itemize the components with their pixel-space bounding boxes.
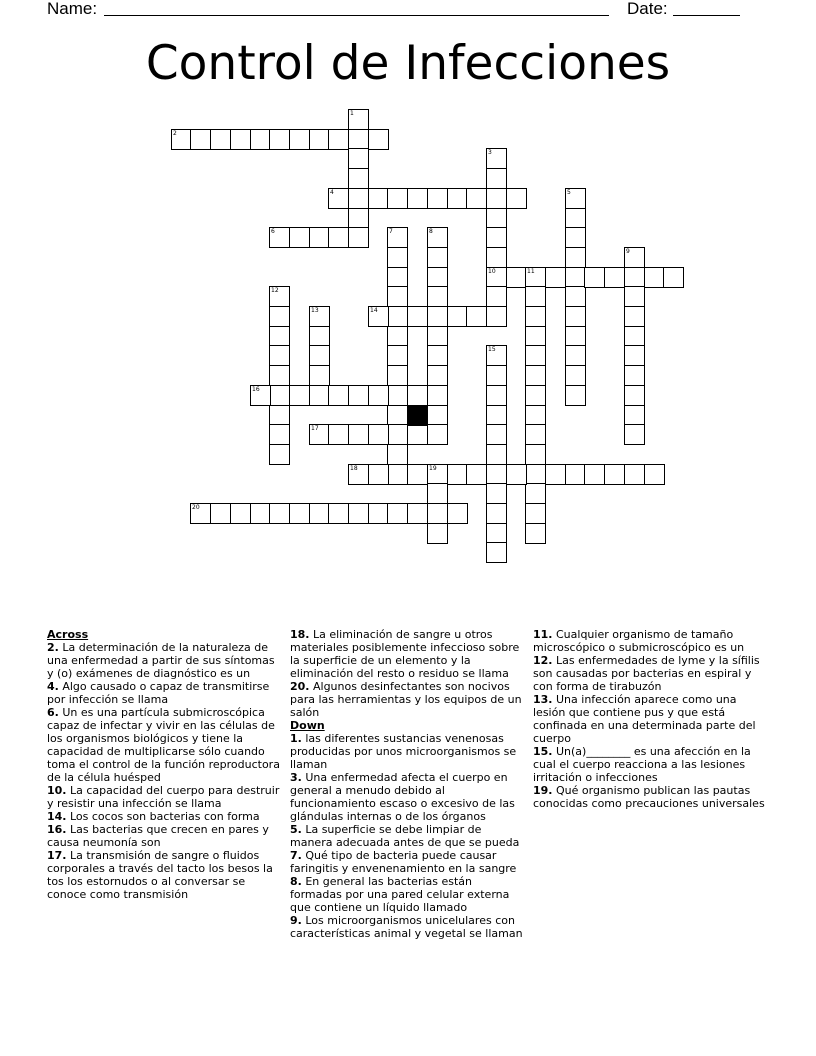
grid-cell[interactable]	[269, 503, 290, 524]
clue-number-label: 1.	[290, 732, 302, 745]
puzzle-title: Control de Infecciones	[145, 36, 671, 91]
across-clue	[47, 784, 283, 810]
clue-text: La superficie se debe limpiar de manera adecuada antes de que se pueda	[290, 823, 520, 849]
clue-number: 12	[271, 287, 279, 294]
grid-cell[interactable]	[506, 464, 527, 485]
grid-cell[interactable]	[525, 523, 546, 544]
grid-cell[interactable]	[486, 424, 507, 445]
grid-cell[interactable]	[624, 326, 645, 347]
grid-cell[interactable]	[387, 385, 408, 406]
grid-cell[interactable]	[427, 188, 448, 209]
grid-cell[interactable]	[328, 129, 349, 150]
grid-cell[interactable]	[230, 503, 251, 524]
grid-cell[interactable]	[348, 208, 369, 229]
grid-cell[interactable]	[486, 208, 507, 229]
clue-text: las diferentes sustancias venenosas producidas por unos microorganismos se llaman	[290, 732, 517, 771]
clue-number: 13	[311, 307, 319, 314]
clue-text: La transmisión de sangre o fluidos corporales a través del tacto los besos la tos los estornudos o al conversar se conoce como transmisión	[47, 849, 273, 901]
clue-number: 18	[350, 465, 358, 472]
grid-cell[interactable]	[644, 267, 665, 288]
grid-cell[interactable]	[604, 464, 625, 485]
grid-cell[interactable]	[309, 326, 330, 347]
grid-cell[interactable]	[269, 129, 290, 150]
grid-cell[interactable]	[447, 503, 468, 524]
grid-cell[interactable]	[545, 267, 566, 288]
grid-cell[interactable]	[407, 464, 428, 485]
across-heading: Across	[47, 628, 89, 641]
grid-cell[interactable]	[387, 188, 408, 209]
grid-cell[interactable]	[525, 483, 546, 504]
grid-cell[interactable]	[328, 188, 349, 209]
grid-cell[interactable]	[584, 464, 605, 485]
down-clue	[290, 732, 523, 771]
grid-cell[interactable]	[624, 267, 645, 288]
clue-text: En general las bacterias están formadas por una pared celular externa que contiene un líquido llamado	[290, 875, 510, 914]
grid-cell[interactable]	[250, 129, 271, 150]
grid-cell[interactable]	[604, 267, 625, 288]
clue-number: 7	[389, 228, 393, 235]
grid-cell[interactable]	[269, 365, 290, 386]
clue-text: Cualquier organismo de tamaño microscópico o submicroscópico es un	[533, 628, 745, 654]
grid-cell[interactable]	[525, 345, 546, 366]
grid-cell[interactable]	[466, 306, 487, 327]
grid-cell[interactable]	[486, 168, 507, 189]
grid-cell[interactable]	[525, 326, 546, 347]
clue-number-label: 12.	[533, 654, 553, 667]
grid-cell[interactable]	[584, 267, 605, 288]
grid-cell[interactable]	[309, 306, 330, 327]
clue-number-label: 9.	[290, 914, 302, 927]
grid-cell[interactable]	[525, 267, 546, 288]
grid-cell[interactable]	[328, 503, 349, 524]
grid-cell[interactable]	[486, 483, 507, 504]
grid-cell[interactable]	[309, 503, 330, 524]
grid-cell[interactable]	[269, 345, 290, 366]
grid-cell[interactable]	[565, 345, 586, 366]
black-square	[407, 405, 428, 426]
grid-cell[interactable]	[348, 168, 369, 189]
grid-cell[interactable]	[447, 188, 468, 209]
across-clue	[290, 628, 523, 680]
grid-cell[interactable]	[368, 503, 389, 524]
grid-cell[interactable]	[230, 129, 251, 150]
grid-cell[interactable]	[565, 267, 586, 288]
clue-number-label: 13.	[533, 693, 553, 706]
grid-cell[interactable]	[387, 365, 408, 386]
grid-cell[interactable]	[407, 385, 428, 406]
clue-number: 14	[370, 307, 378, 314]
grid-cell[interactable]	[328, 227, 349, 248]
across-clue	[47, 849, 283, 901]
grid-cell[interactable]	[486, 267, 507, 288]
grid-cell[interactable]	[309, 424, 330, 445]
grid-cell[interactable]	[447, 306, 468, 327]
clue-text: Los cocos son bacterias con forma	[66, 810, 260, 823]
grid-cell[interactable]	[289, 129, 310, 150]
grid-cell[interactable]	[624, 424, 645, 445]
clue-number-label: 8.	[290, 875, 302, 888]
clue-text: Qué organismo publican las pautas conocidas como precauciones universales	[533, 784, 765, 810]
grid-cell[interactable]	[348, 109, 369, 130]
grid-cell[interactable]	[269, 385, 290, 406]
grid-cell[interactable]	[387, 326, 408, 347]
grid-cell[interactable]	[427, 385, 448, 406]
grid-cell[interactable]	[486, 444, 507, 465]
grid-cell[interactable]	[427, 424, 448, 445]
across-clue	[47, 706, 283, 784]
grid-cell[interactable]	[525, 385, 546, 406]
clue-number-label: 20.	[290, 680, 310, 693]
grid-cell[interactable]	[387, 503, 408, 524]
grid-cell[interactable]	[525, 286, 546, 307]
grid-cell[interactable]	[348, 385, 369, 406]
grid-cell[interactable]	[289, 227, 310, 248]
grid-cell[interactable]	[387, 464, 408, 485]
clue-text: Los microorganismos unicelulares con características animal y vegetal se llaman	[290, 914, 523, 940]
grid-cell[interactable]	[486, 405, 507, 426]
grid-cell[interactable]	[348, 227, 369, 248]
clue-text: Un(a)________ es una afección en la cual el cuerpo reacciona a las lesiones irritación o infecciones	[533, 745, 751, 784]
down-clue	[290, 849, 523, 875]
grid-cell[interactable]	[368, 385, 389, 406]
grid-cell[interactable]	[644, 464, 665, 485]
grid-cell[interactable]	[407, 503, 428, 524]
grid-cell[interactable]	[348, 188, 369, 209]
grid-cell[interactable]	[486, 306, 507, 327]
down-clue	[290, 914, 523, 940]
grid-cell[interactable]	[565, 227, 586, 248]
clues-column-1	[47, 628, 283, 901]
down-clue	[533, 628, 769, 654]
grid-cell[interactable]	[486, 523, 507, 544]
grid-cell[interactable]	[387, 424, 408, 445]
grid-cell[interactable]	[506, 188, 527, 209]
grid-cell[interactable]	[565, 306, 586, 327]
grid-cell[interactable]	[525, 464, 546, 485]
grid-cell[interactable]	[309, 365, 330, 386]
grid-cell[interactable]	[269, 326, 290, 347]
grid-cell[interactable]	[210, 129, 231, 150]
grid-cell[interactable]	[407, 306, 428, 327]
clue-number-label: 15.	[533, 745, 553, 758]
down-clue	[533, 693, 769, 745]
grid-cell[interactable]	[624, 345, 645, 366]
grid-cell[interactable]	[427, 405, 448, 426]
grid-cell[interactable]	[624, 464, 645, 485]
grid-cell[interactable]	[171, 129, 192, 150]
clue-number: 20	[192, 504, 200, 511]
clue-text: Una enfermedad afecta el cuerpo en general a menudo debido al funcionamiento escaso o excesivo de las glándulas internas o de los órganos	[290, 771, 515, 823]
grid-cell[interactable]	[368, 188, 389, 209]
down-heading: Down	[290, 719, 325, 732]
grid-cell[interactable]	[387, 286, 408, 307]
clue-number: 11	[527, 268, 535, 275]
clue-text: Las enfermedades de lyme y la sífilis son causadas por bacterias en espiral y con forma de tirabuzón	[533, 654, 760, 693]
grid-cell[interactable]	[565, 188, 586, 209]
grid-cell[interactable]	[565, 464, 586, 485]
clue-number-label: 7.	[290, 849, 302, 862]
grid-cell[interactable]	[387, 405, 408, 426]
across-clue	[47, 823, 283, 849]
clue-number: 4	[330, 189, 334, 196]
grid-cell[interactable]	[486, 365, 507, 386]
clue-number-label: 6.	[47, 706, 59, 719]
grid-cell[interactable]	[427, 483, 448, 504]
clue-text: Un es una partícula submicroscópica capaz de infectar y vivir en las células de los organismos biológicos y tiene la capacidad de multiplicarse sólo cuando toma el control de la función reproductora de la célula huésped	[47, 706, 280, 784]
clue-text: Las bacterias que crecen en pares y causa neumonía son	[47, 823, 269, 849]
clue-number: 16	[252, 386, 260, 393]
grid-cell[interactable]	[269, 286, 290, 307]
clue-text: Algo causado o capaz de transmitirse por infección se llama	[47, 680, 270, 706]
grid-cell[interactable]	[348, 503, 369, 524]
clue-text: Una infección aparece como una lesión que contiene pus y que está confinada en una determinada parte del cuerpo	[533, 693, 756, 745]
clue-number: 2	[173, 130, 177, 137]
clue-number: 19	[429, 465, 437, 472]
grid-cell[interactable]	[309, 129, 330, 150]
grid-cell[interactable]	[624, 405, 645, 426]
down-clue	[533, 784, 769, 810]
grid-cell[interactable]	[269, 405, 290, 426]
grid-cell[interactable]	[387, 227, 408, 248]
grid-cell[interactable]	[328, 385, 349, 406]
across-clue	[290, 680, 523, 719]
grid-cell[interactable]	[250, 503, 271, 524]
clue-text: La determinación de la naturaleza de una enfermedad a partir de sus síntomas y (o) exámenes de diagnóstico es un	[47, 641, 275, 680]
grid-cell[interactable]	[289, 503, 310, 524]
date-label: Date:	[627, 0, 668, 18]
across-clue	[47, 810, 283, 823]
grid-cell[interactable]	[427, 523, 448, 544]
grid-cell[interactable]	[466, 188, 487, 209]
down-clue	[290, 823, 523, 849]
clue-text: La capacidad del cuerpo para destruir y resistir una infección se llama	[47, 784, 280, 810]
grid-cell[interactable]	[190, 129, 211, 150]
grid-cell[interactable]	[368, 129, 389, 150]
grid-cell[interactable]	[486, 286, 507, 307]
grid-cell[interactable]	[387, 267, 408, 288]
grid-cell[interactable]	[624, 247, 645, 268]
grid-cell[interactable]	[328, 424, 349, 445]
grid-cell[interactable]	[387, 444, 408, 465]
grid-cell[interactable]	[506, 267, 527, 288]
grid-cell[interactable]	[190, 503, 211, 524]
grid-cell[interactable]	[486, 542, 507, 563]
clue-text: Algunos desinfectantes son nocivos para las herramientas y los equipos de un salón	[290, 680, 522, 719]
grid-cell[interactable]	[368, 464, 389, 485]
clue-number: 1	[350, 110, 354, 117]
grid-cell[interactable]	[525, 444, 546, 465]
grid-cell[interactable]	[309, 227, 330, 248]
clue-number: 15	[488, 346, 496, 353]
clue-number-label: 14.	[47, 810, 67, 823]
clue-number: 6	[271, 228, 275, 235]
grid-cell[interactable]	[427, 227, 448, 248]
clues-column-3	[533, 628, 769, 810]
down-clue	[533, 654, 769, 693]
grid-cell[interactable]	[466, 464, 487, 485]
grid-cell[interactable]	[427, 267, 448, 288]
grid-cell[interactable]	[427, 306, 448, 327]
grid-cell[interactable]	[486, 345, 507, 366]
grid-cell[interactable]	[309, 345, 330, 366]
clue-number-label: 16.	[47, 823, 67, 836]
grid-cell[interactable]	[486, 247, 507, 268]
clue-number-label: 2.	[47, 641, 59, 654]
grid-cell[interactable]	[624, 365, 645, 386]
grid-cell[interactable]	[348, 129, 369, 150]
grid-cell[interactable]	[348, 424, 369, 445]
grid-cell[interactable]	[525, 424, 546, 445]
across-clue	[47, 680, 283, 706]
clue-number-label: 19.	[533, 784, 553, 797]
grid-cell[interactable]	[348, 148, 369, 169]
clue-number-label: 11.	[533, 628, 553, 641]
grid-cell[interactable]	[427, 247, 448, 268]
clue-number: 9	[626, 248, 630, 255]
grid-cell[interactable]	[486, 148, 507, 169]
grid-cell[interactable]	[565, 365, 586, 386]
grid-cell[interactable]	[525, 405, 546, 426]
name-label: Name:	[47, 0, 98, 18]
clue-number-label: 17.	[47, 849, 67, 862]
grid-cell[interactable]	[250, 385, 271, 406]
clue-number-label: 10.	[47, 784, 67, 797]
clue-number: 8	[429, 228, 433, 235]
grid-cell[interactable]	[289, 385, 310, 406]
grid-cell[interactable]	[565, 286, 586, 307]
grid-cell[interactable]	[486, 464, 507, 485]
grid-cell[interactable]	[269, 444, 290, 465]
grid-cell[interactable]	[387, 306, 408, 327]
grid-cell[interactable]	[387, 345, 408, 366]
grid-cell[interactable]	[525, 365, 546, 386]
grid-cell[interactable]	[663, 267, 684, 288]
grid-cell[interactable]	[525, 306, 546, 327]
grid-cell[interactable]	[565, 208, 586, 229]
grid-cell[interactable]	[565, 385, 586, 406]
grid-cell[interactable]	[427, 326, 448, 347]
grid-cell[interactable]	[486, 227, 507, 248]
clue-number-label: 18.	[290, 628, 310, 641]
grid-cell[interactable]	[348, 464, 369, 485]
down-clue	[290, 875, 523, 914]
grid-cell[interactable]	[427, 464, 448, 485]
grid-cell[interactable]	[210, 503, 231, 524]
grid-cell[interactable]	[447, 464, 468, 485]
grid-cell[interactable]	[427, 365, 448, 386]
grid-cell[interactable]	[269, 227, 290, 248]
grid-cell[interactable]	[427, 286, 448, 307]
grid-cell[interactable]	[565, 326, 586, 347]
grid-cell[interactable]	[407, 188, 428, 209]
grid-cell[interactable]	[624, 306, 645, 327]
grid-cell[interactable]	[368, 424, 389, 445]
across-clue	[47, 641, 283, 680]
clue-number-label: 3.	[290, 771, 302, 784]
clue-number-label: 4.	[47, 680, 59, 693]
grid-cell[interactable]	[486, 188, 507, 209]
grid-cell[interactable]	[525, 503, 546, 524]
clue-number: 17	[311, 425, 319, 432]
clue-number: 5	[567, 189, 571, 196]
clue-number: 3	[488, 149, 492, 156]
grid-cell[interactable]	[269, 306, 290, 327]
grid-cell[interactable]	[565, 247, 586, 268]
grid-cell[interactable]	[545, 464, 566, 485]
grid-cell[interactable]	[309, 385, 330, 406]
clue-text: La eliminación de sangre u otros materiales posiblemente infeccioso sobre la superficie de un elemento y la eliminación del resto o residuo se llama	[290, 628, 520, 680]
down-clue	[533, 745, 769, 784]
grid-cell[interactable]	[387, 247, 408, 268]
clue-text: Qué tipo de bacteria puede causar faringitis y envenenamiento en la sangre	[290, 849, 517, 875]
grid-cell[interactable]	[486, 503, 507, 524]
grid-cell[interactable]	[427, 503, 448, 524]
grid-cell[interactable]	[407, 424, 428, 445]
grid-cell[interactable]	[427, 345, 448, 366]
grid-cell[interactable]	[269, 424, 290, 445]
clue-number: 10	[488, 268, 496, 275]
grid-cell[interactable]	[486, 385, 507, 406]
down-clue	[290, 771, 523, 823]
grid-cell[interactable]	[624, 286, 645, 307]
grid-cell[interactable]	[624, 385, 645, 406]
grid-cell[interactable]	[368, 306, 389, 327]
clues-column-2	[290, 628, 523, 940]
clue-number-label: 5.	[290, 823, 302, 836]
